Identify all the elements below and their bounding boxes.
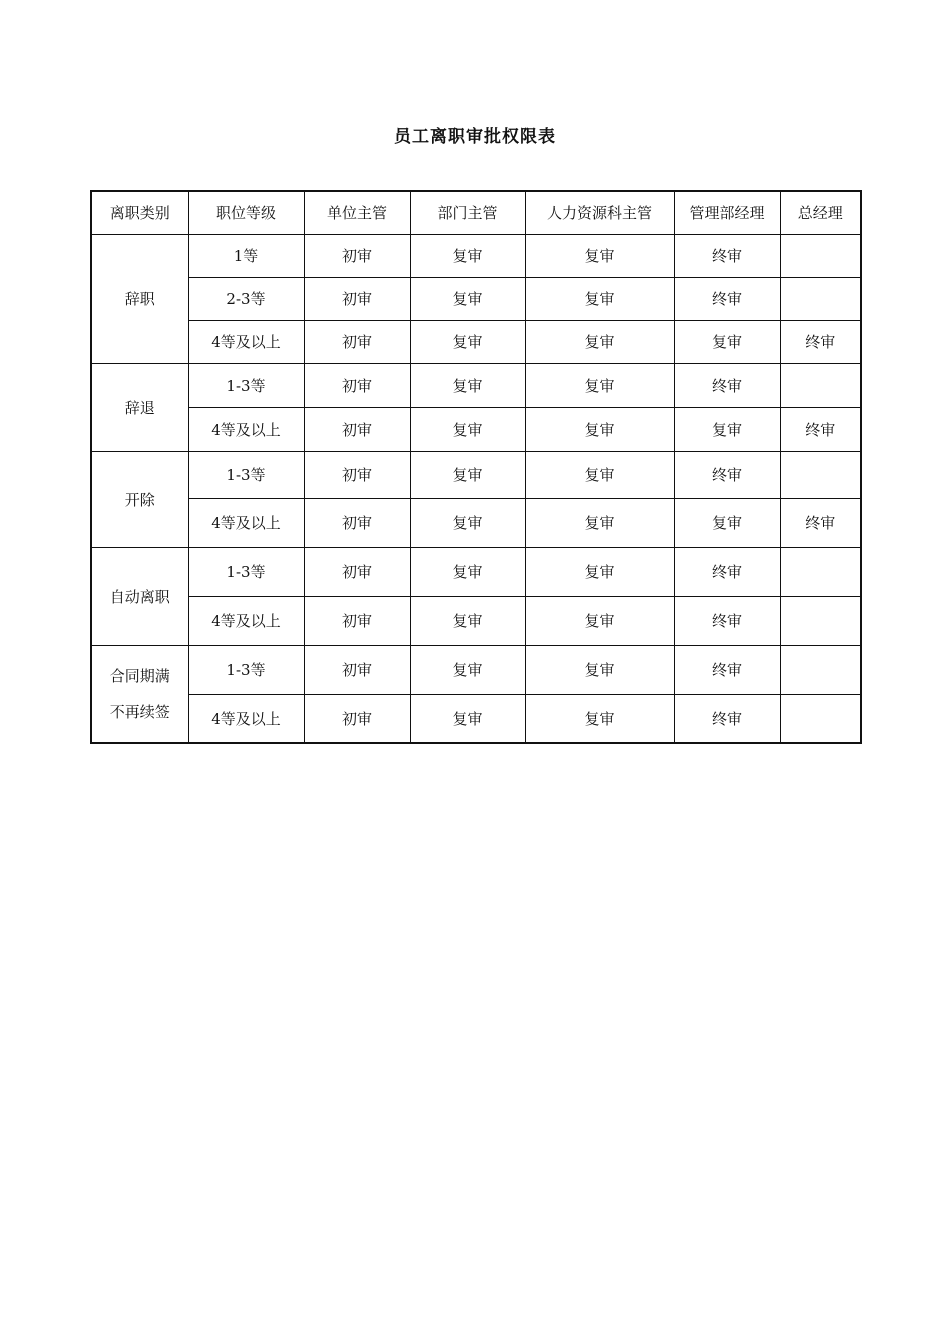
table-row bbox=[91, 645, 861, 694]
approval-cell: 复审 bbox=[674, 498, 780, 547]
level-cell: 1-3等 bbox=[188, 645, 304, 694]
approval-cell: 终审 bbox=[780, 407, 861, 451]
approval-cell: 终审 bbox=[674, 451, 780, 498]
approval-cell: 终审 bbox=[780, 498, 861, 547]
level-cell: 4等及以上 bbox=[188, 694, 304, 743]
level-cell: 1-3等 bbox=[188, 451, 304, 498]
level-cell: 4等及以上 bbox=[188, 320, 304, 363]
approval-cell: 复审 bbox=[674, 407, 780, 451]
approval-cell: 终审 bbox=[674, 547, 780, 596]
table-row bbox=[91, 320, 861, 363]
approval-cell: 初审 bbox=[304, 234, 410, 277]
category-line: 不再续签 bbox=[109, 702, 170, 721]
approval-cell: 初审 bbox=[304, 320, 410, 363]
document-title: 员工离职审批权限表 bbox=[394, 127, 556, 147]
category-cell-dismissal: 辞退 bbox=[91, 363, 188, 451]
approval-cell: 复审 bbox=[410, 277, 525, 320]
approval-cell: 复审 bbox=[525, 694, 674, 743]
level-cell: 4等及以上 bbox=[188, 407, 304, 451]
category-cell-contract-expiry bbox=[91, 645, 188, 743]
approval-cell: 初审 bbox=[304, 498, 410, 547]
approval-cell bbox=[780, 547, 861, 596]
approval-cell: 复审 bbox=[525, 596, 674, 645]
header-cell-dept-supervisor: 部门主管 bbox=[410, 191, 525, 234]
approval-cell: 复审 bbox=[525, 547, 674, 596]
table-row bbox=[91, 363, 861, 407]
category-line: 合同期满 bbox=[109, 666, 170, 685]
approval-authority-table bbox=[90, 190, 862, 744]
approval-cell: 复审 bbox=[410, 320, 525, 363]
category-cell-voluntary-leave: 自动离职 bbox=[91, 547, 188, 645]
approval-cell: 复审 bbox=[525, 234, 674, 277]
approval-cell: 初审 bbox=[304, 596, 410, 645]
level-cell: 2-3等 bbox=[188, 277, 304, 320]
approval-cell: 复审 bbox=[410, 451, 525, 498]
approval-cell: 终审 bbox=[674, 596, 780, 645]
table-row bbox=[91, 694, 861, 743]
approval-cell: 复审 bbox=[525, 407, 674, 451]
approval-cell: 初审 bbox=[304, 407, 410, 451]
table-row bbox=[91, 547, 861, 596]
approval-cell: 初审 bbox=[304, 547, 410, 596]
table-row bbox=[91, 498, 861, 547]
approval-cell: 终审 bbox=[674, 645, 780, 694]
approval-cell: 复审 bbox=[525, 363, 674, 407]
approval-cell: 复审 bbox=[525, 451, 674, 498]
approval-cell: 复审 bbox=[525, 498, 674, 547]
approval-cell: 终审 bbox=[674, 234, 780, 277]
approval-cell bbox=[780, 694, 861, 743]
approval-cell: 复审 bbox=[525, 277, 674, 320]
table-row bbox=[91, 451, 861, 498]
approval-cell: 复审 bbox=[410, 694, 525, 743]
approval-cell: 初审 bbox=[304, 451, 410, 498]
approval-cell: 初审 bbox=[304, 277, 410, 320]
header-cell-unit-supervisor: 单位主管 bbox=[304, 191, 410, 234]
level-cell: 1-3等 bbox=[188, 363, 304, 407]
level-cell: 1等 bbox=[188, 234, 304, 277]
approval-cell: 初审 bbox=[304, 694, 410, 743]
table-row bbox=[91, 596, 861, 645]
approval-cell: 复审 bbox=[410, 547, 525, 596]
table-row bbox=[91, 407, 861, 451]
table-row bbox=[91, 234, 861, 277]
category-cell-resignation: 辞职 bbox=[91, 234, 188, 363]
approval-cell bbox=[780, 596, 861, 645]
approval-cell: 终审 bbox=[780, 320, 861, 363]
approval-cell: 终审 bbox=[674, 694, 780, 743]
level-cell: 1-3等 bbox=[188, 547, 304, 596]
approval-cell: 复审 bbox=[410, 596, 525, 645]
approval-cell: 初审 bbox=[304, 363, 410, 407]
approval-cell: 终审 bbox=[674, 277, 780, 320]
approval-cell: 终审 bbox=[674, 363, 780, 407]
level-cell: 4等及以上 bbox=[188, 596, 304, 645]
approval-cell: 复审 bbox=[410, 363, 525, 407]
header-cell-hr-supervisor: 人力资源科主管 bbox=[525, 191, 674, 234]
approval-cell bbox=[780, 645, 861, 694]
approval-cell bbox=[780, 234, 861, 277]
approval-cell: 复审 bbox=[410, 407, 525, 451]
approval-cell bbox=[780, 363, 861, 407]
header-cell-general-manager: 总经理 bbox=[780, 191, 861, 234]
approval-cell: 复审 bbox=[674, 320, 780, 363]
header-cell-category: 离职类别 bbox=[91, 191, 188, 234]
approval-cell: 复审 bbox=[410, 498, 525, 547]
approval-cell: 复审 bbox=[525, 645, 674, 694]
approval-cell bbox=[780, 451, 861, 498]
approval-cell: 复审 bbox=[410, 234, 525, 277]
header-cell-admin-manager: 管理部经理 bbox=[674, 191, 780, 234]
table-row bbox=[91, 277, 861, 320]
category-cell-expulsion: 开除 bbox=[91, 451, 188, 547]
approval-cell: 初审 bbox=[304, 645, 410, 694]
approval-cell bbox=[780, 277, 861, 320]
level-cell: 4等及以上 bbox=[188, 498, 304, 547]
approval-cell: 复审 bbox=[525, 320, 674, 363]
header-cell-level: 职位等级 bbox=[188, 191, 304, 234]
header-row bbox=[91, 191, 861, 234]
approval-cell: 复审 bbox=[410, 645, 525, 694]
